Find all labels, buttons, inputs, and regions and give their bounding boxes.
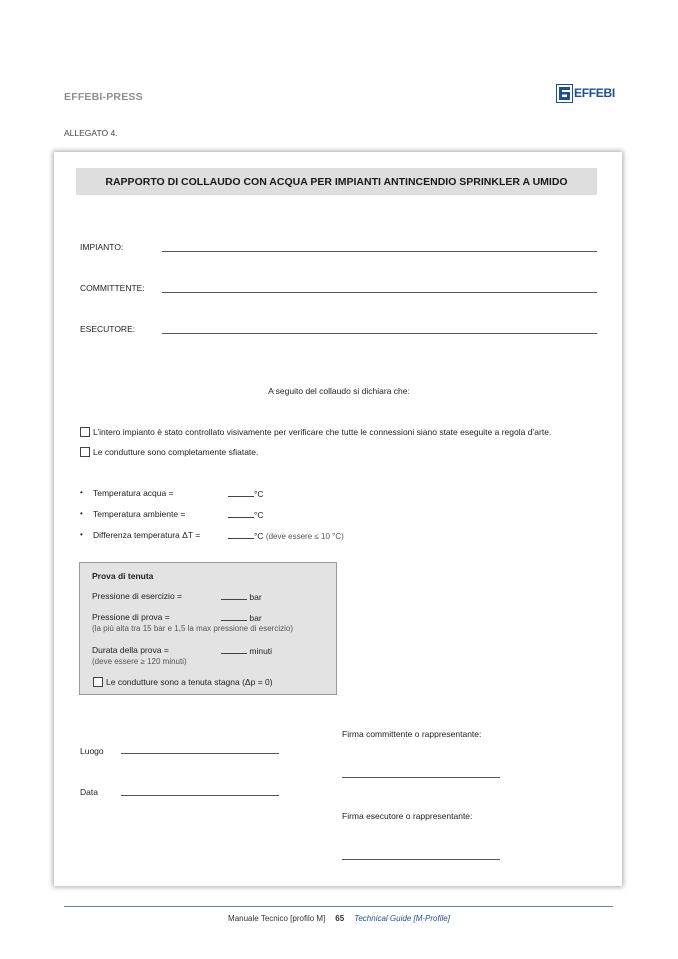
delta-t-label: Differenza temperatura ΔT =: [93, 530, 201, 540]
data-label: Data: [80, 787, 98, 797]
delta-t-note: (deve essere ≤ 10 °C): [265, 532, 344, 541]
declaration-text: A seguito del collaudo si dichiara che:: [268, 386, 410, 396]
prova-note: (la più alta tra 15 bar e 1,5 la max pressione di esercizio): [92, 624, 293, 633]
esercizio-value[interactable]: [221, 591, 262, 602]
logo-text: EFFEBI: [574, 86, 615, 100]
luogo-label: Luogo: [80, 746, 104, 756]
bullet-temp-acqua: [93, 488, 174, 498]
prova-label: Pressione di prova =: [92, 612, 170, 622]
durata-note: (deve essere ≥ 120 minuti): [92, 657, 187, 666]
form-sheet: [54, 152, 622, 886]
temp-ambiente-value[interactable]: [228, 509, 264, 520]
delta-t-unit: °C: [254, 531, 264, 541]
durata-value[interactable]: [221, 645, 272, 656]
bullet-dot: •: [80, 509, 83, 518]
temp-acqua-unit: °C: [254, 489, 264, 499]
durata-unit: minuti: [249, 646, 273, 656]
footer-manual-en: Technical Guide [M-Profile]: [354, 914, 450, 923]
temp-ambiente-label: Temperatura ambiente =: [93, 509, 186, 519]
durata-label: Durata della prova =: [92, 645, 169, 655]
bullet-temp-ambiente: [93, 509, 185, 519]
impianto-field[interactable]: [162, 251, 597, 252]
prova-blank[interactable]: [221, 612, 247, 621]
page-number: 65: [335, 914, 345, 923]
esecutore-label: ESECUTORE:: [80, 324, 136, 334]
footer-divider: [64, 906, 613, 907]
firma-committente-field[interactable]: [342, 777, 500, 778]
tenuta-title: Prova di tenuta: [92, 571, 154, 581]
checkbox-stagna[interactable]: [93, 677, 103, 687]
esercizio-label: Pressione di esercizio =: [92, 591, 183, 601]
esercizio-blank[interactable]: [221, 591, 247, 600]
bullet-dot: •: [80, 530, 83, 539]
brand-name: EFFEBI-PRESS: [64, 91, 143, 103]
page-footer: [0, 914, 678, 923]
temp-acqua-blank[interactable]: [228, 488, 254, 497]
delta-t-blank[interactable]: [228, 530, 254, 539]
esecutore-field[interactable]: [162, 333, 597, 334]
form-title: RAPPORTO DI COLLAUDO CON ACQUA PER IMPIANTI ANTINCENDIO SPRINKLER A UMIDO: [76, 168, 597, 195]
committente-label: COMMITTENTE:: [80, 283, 145, 293]
effebi-logo-mark-icon: [556, 84, 573, 103]
temp-ambiente-unit: °C: [254, 510, 264, 520]
temp-ambiente-blank[interactable]: [228, 509, 254, 518]
impianto-label: IMPIANTO:: [80, 242, 124, 252]
data-field[interactable]: [121, 795, 279, 796]
prova-value[interactable]: [221, 612, 262, 623]
check-label-impianto: L’intero impianto è stato controllato visivamente per verificare che tutte le connessioni siano state eseguite a regola d’arte.: [93, 427, 552, 437]
bullet-dot: •: [80, 488, 83, 497]
check-label-stagna: Le condutture sono a tenuta stagna (Δp = 0): [106, 677, 273, 687]
prova-unit: bar: [249, 613, 262, 623]
checkbox-sfiatate[interactable]: [80, 447, 90, 457]
delta-t-value[interactable]: [228, 530, 344, 541]
durata-blank[interactable]: [221, 645, 247, 654]
temp-acqua-value[interactable]: [228, 488, 264, 499]
bullet-delta-t: [93, 530, 200, 540]
firma-committente-label: Firma committente o rappresentante:: [342, 729, 482, 739]
check-label-sfiatate: Le condutture sono completamente sfiatate.: [93, 447, 259, 457]
checkbox-impianto[interactable]: [80, 427, 90, 437]
temp-acqua-label: Temperatura acqua =: [93, 488, 174, 498]
firma-esecutore-label: Firma esecutore o rappresentante:: [342, 811, 473, 821]
esercizio-unit: bar: [249, 592, 262, 602]
firma-esecutore-field[interactable]: [342, 859, 500, 860]
check-row-sfiatate: [80, 447, 258, 457]
check-row-impianto: [80, 427, 551, 437]
committente-field[interactable]: [162, 292, 597, 293]
check-row-stagna: [93, 677, 273, 687]
effebi-logo: [556, 82, 615, 104]
footer-manual-it: Manuale Tecnico [profilo M]: [228, 914, 326, 923]
luogo-field[interactable]: [121, 753, 279, 754]
allegato-label: ALLEGATO 4.: [64, 128, 118, 138]
